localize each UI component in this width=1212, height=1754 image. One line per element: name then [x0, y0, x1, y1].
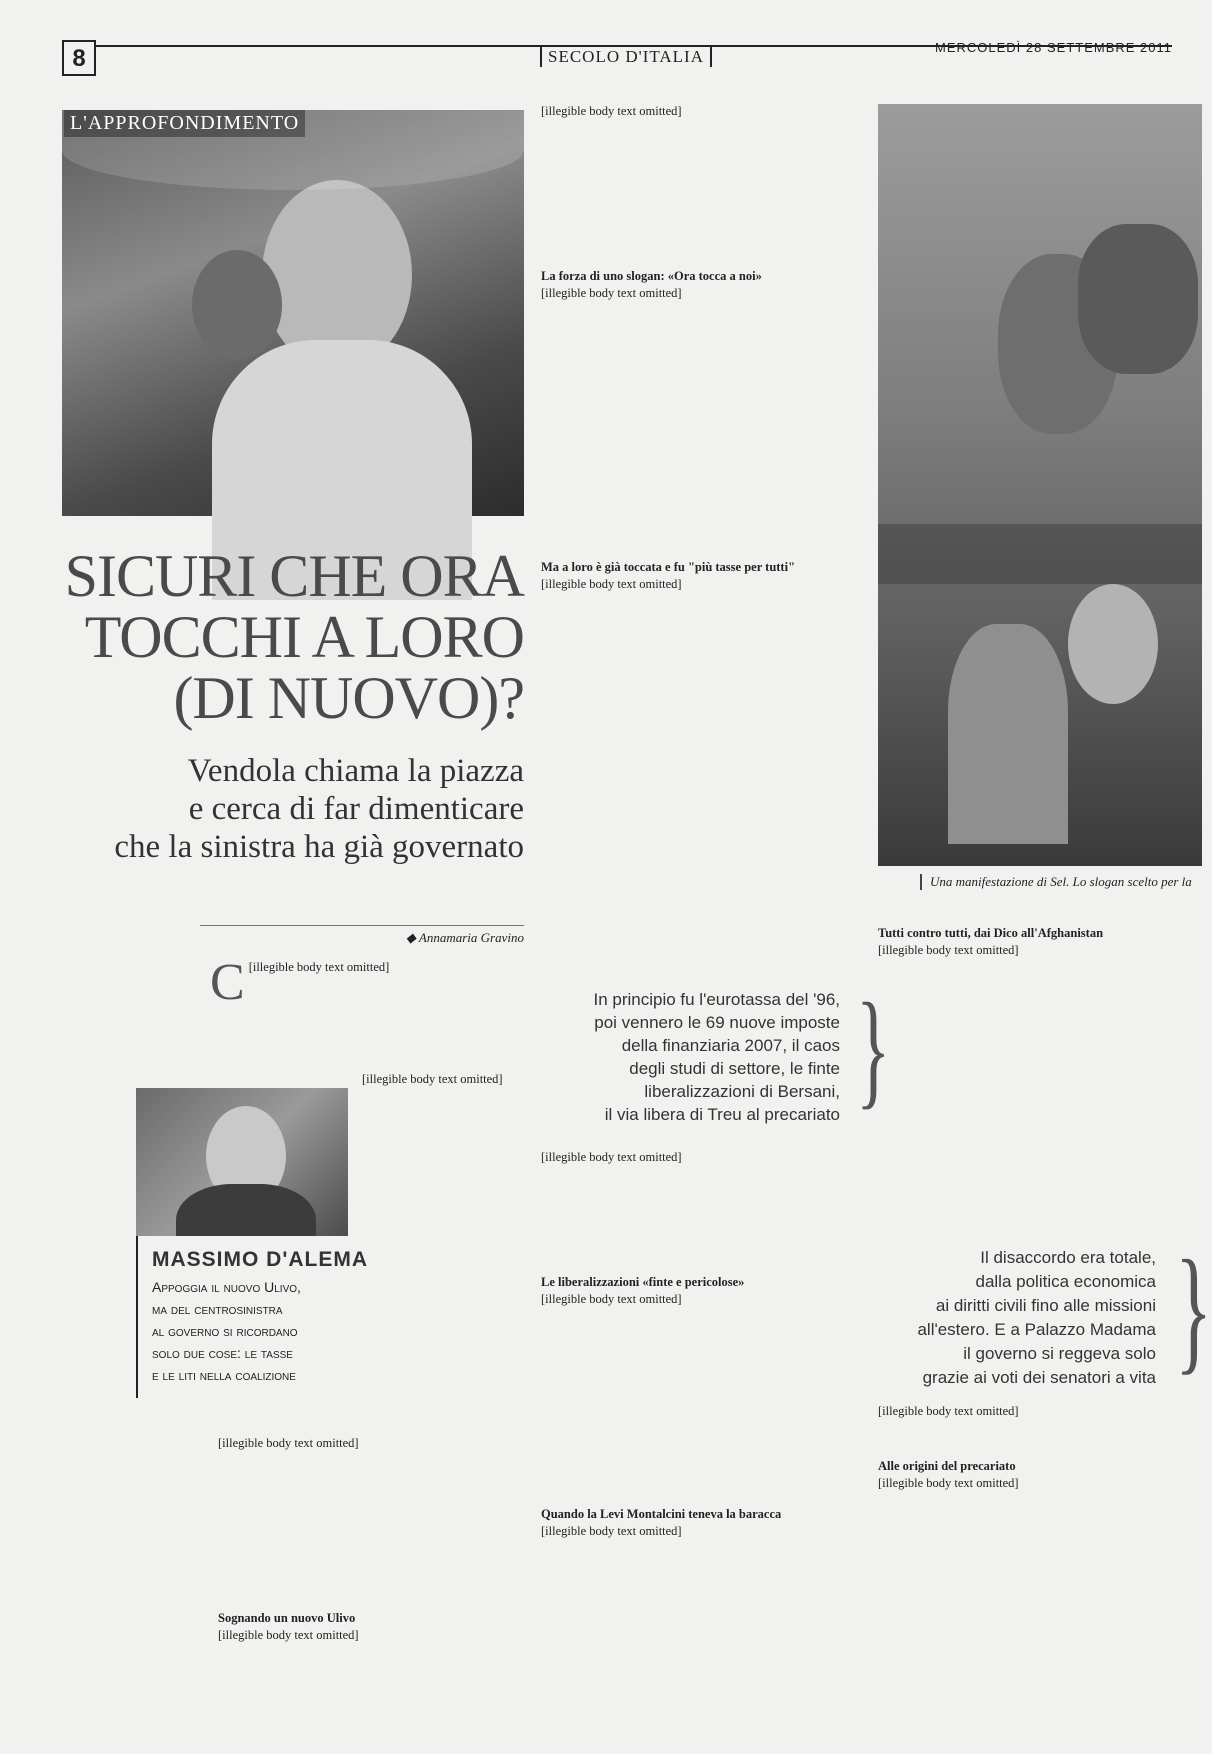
section-title: Alle origini del precariato: [878, 1459, 1016, 1473]
article-body-middle-center: [541, 560, 863, 960]
profile-desc-line: e le liti nella coalizione: [152, 1367, 296, 1383]
photo-dalema: [136, 1088, 348, 1236]
pull-quote-line: dalla politica economica: [975, 1272, 1156, 1291]
article-body-right-bottom: [878, 1404, 1174, 1752]
article-body-left-bottom: [218, 1436, 524, 1754]
page-number: 8: [62, 40, 96, 76]
pull-quote-line: liberalizzazioni di Bersani,: [644, 1082, 840, 1101]
profile-caption: [136, 1236, 368, 1398]
pull-quote-line: poi vennero le 69 nuove imposte: [594, 1013, 840, 1032]
headline-line-3: (DI NUOVO)?: [173, 665, 524, 731]
photo-demonstration: [878, 104, 1202, 866]
section-title: Quando la Levi Montalcini teneva la baracca: [541, 1507, 782, 1521]
article-body-intro: [210, 954, 524, 1068]
article-body-right-top: [878, 926, 1174, 1226]
subhead-line-1: Vendola chiama la piazza: [187, 753, 524, 789]
body-paragraph: [illegible body text omitted]: [541, 577, 682, 591]
article-body-middle-top: [541, 104, 863, 532]
profile-desc-line: solo due cose: le tasse: [152, 1345, 293, 1361]
subhead-line-3: che la sinistra ha già governato: [114, 829, 524, 865]
body-paragraph: [illegible body text omitted]: [362, 1072, 503, 1086]
pull-quote-line: il via libera di Treu al precariato: [604, 1105, 840, 1124]
section-title: Tutti contro tutti, dai Dico all'Afghanistan: [878, 926, 1104, 940]
drop-cap: C: [210, 954, 245, 1011]
section-rubric: L'APPROFONDIMENTO: [64, 110, 305, 137]
body-paragraph: [illegible body text omitted]: [541, 1150, 682, 1164]
body-paragraph: [illegible body text omitted]: [878, 943, 1019, 957]
pull-quote-1: [548, 988, 852, 1126]
headline-line-2: TOCCHI A LORO: [84, 604, 524, 670]
profile-desc-line: ma del centrosinistra: [152, 1301, 283, 1317]
section-title: Le liberalizzazioni «finte e pericolose»: [541, 1275, 745, 1289]
headline: [62, 543, 524, 731]
profile-desc-line: al governo si ricordano: [152, 1323, 298, 1339]
pull-quote-line: ai diritti civili fino alle missioni: [935, 1296, 1156, 1315]
pull-quote-line: In principio fu l'eurotassa del '96,: [593, 990, 840, 1009]
masthead: SECOLO D'ITALIA: [540, 47, 712, 67]
section-title: Sognando un nuovo Ulivo: [218, 1611, 356, 1625]
pull-quote-2: [890, 1246, 1170, 1390]
body-paragraph: [illegible body text omitted]: [878, 1404, 1019, 1418]
pull-quote-line: degli studi di settore, le finte: [629, 1059, 840, 1078]
pull-quote-line: all'estero. E a Palazzo Madama: [917, 1320, 1156, 1339]
body-paragraph: [illegible body text omitted]: [541, 286, 682, 300]
pull-quote-line: Il disaccordo era totale,: [980, 1248, 1156, 1267]
profile-description: [152, 1276, 334, 1386]
byline-author: Annamaria Gravino: [418, 930, 524, 945]
section-title: La forza di uno slogan: «Ora tocca a noi»: [541, 269, 762, 283]
byline: ◆ Annamaria Gravino: [200, 925, 524, 946]
body-paragraph: [illegible body text omitted]: [541, 1292, 682, 1306]
photo-vendola: [62, 110, 524, 516]
headline-line-1: SICURI CHE ORA: [64, 543, 524, 609]
article-body-narrow: [362, 1072, 524, 1432]
pull-quote-line: il governo si reggeva solo: [963, 1344, 1156, 1363]
body-paragraph: [illegible body text omitted]: [248, 960, 390, 974]
pull-quote-line: grazie ai voti dei senatori a vita: [922, 1368, 1156, 1387]
pull-quote-brace: }: [1175, 1232, 1212, 1387]
body-paragraph: [illegible body text omitted]: [218, 1628, 359, 1642]
subheadline: [50, 752, 524, 866]
body-paragraph: [illegible body text omitted]: [541, 1524, 682, 1538]
section-title: Ma a loro è già toccata e fu "più tasse per tutti": [541, 560, 796, 574]
article-body-middle-bottom: [541, 1150, 863, 1750]
body-paragraph: [illegible body text omitted]: [878, 1476, 1019, 1490]
pull-quote-brace: }: [856, 977, 891, 1121]
photo-caption: Una manifestazione di Sel. Lo slogan scelto per la: [920, 874, 1192, 890]
issue-date: MERCOLEDÌ 28 SETTEMBRE 2011: [935, 40, 1172, 55]
body-paragraph: [illegible body text omitted]: [218, 1436, 359, 1450]
profile-name: MASSIMO D'ALEMA: [152, 1248, 368, 1271]
profile-desc-line: Appoggia il nuovo Ulivo,: [152, 1279, 301, 1295]
body-paragraph: [illegible body text omitted]: [541, 104, 682, 118]
subhead-line-2: e cerca di far dimenticare: [188, 791, 524, 827]
pull-quote-line: della finanziaria 2007, il caos: [621, 1036, 840, 1055]
